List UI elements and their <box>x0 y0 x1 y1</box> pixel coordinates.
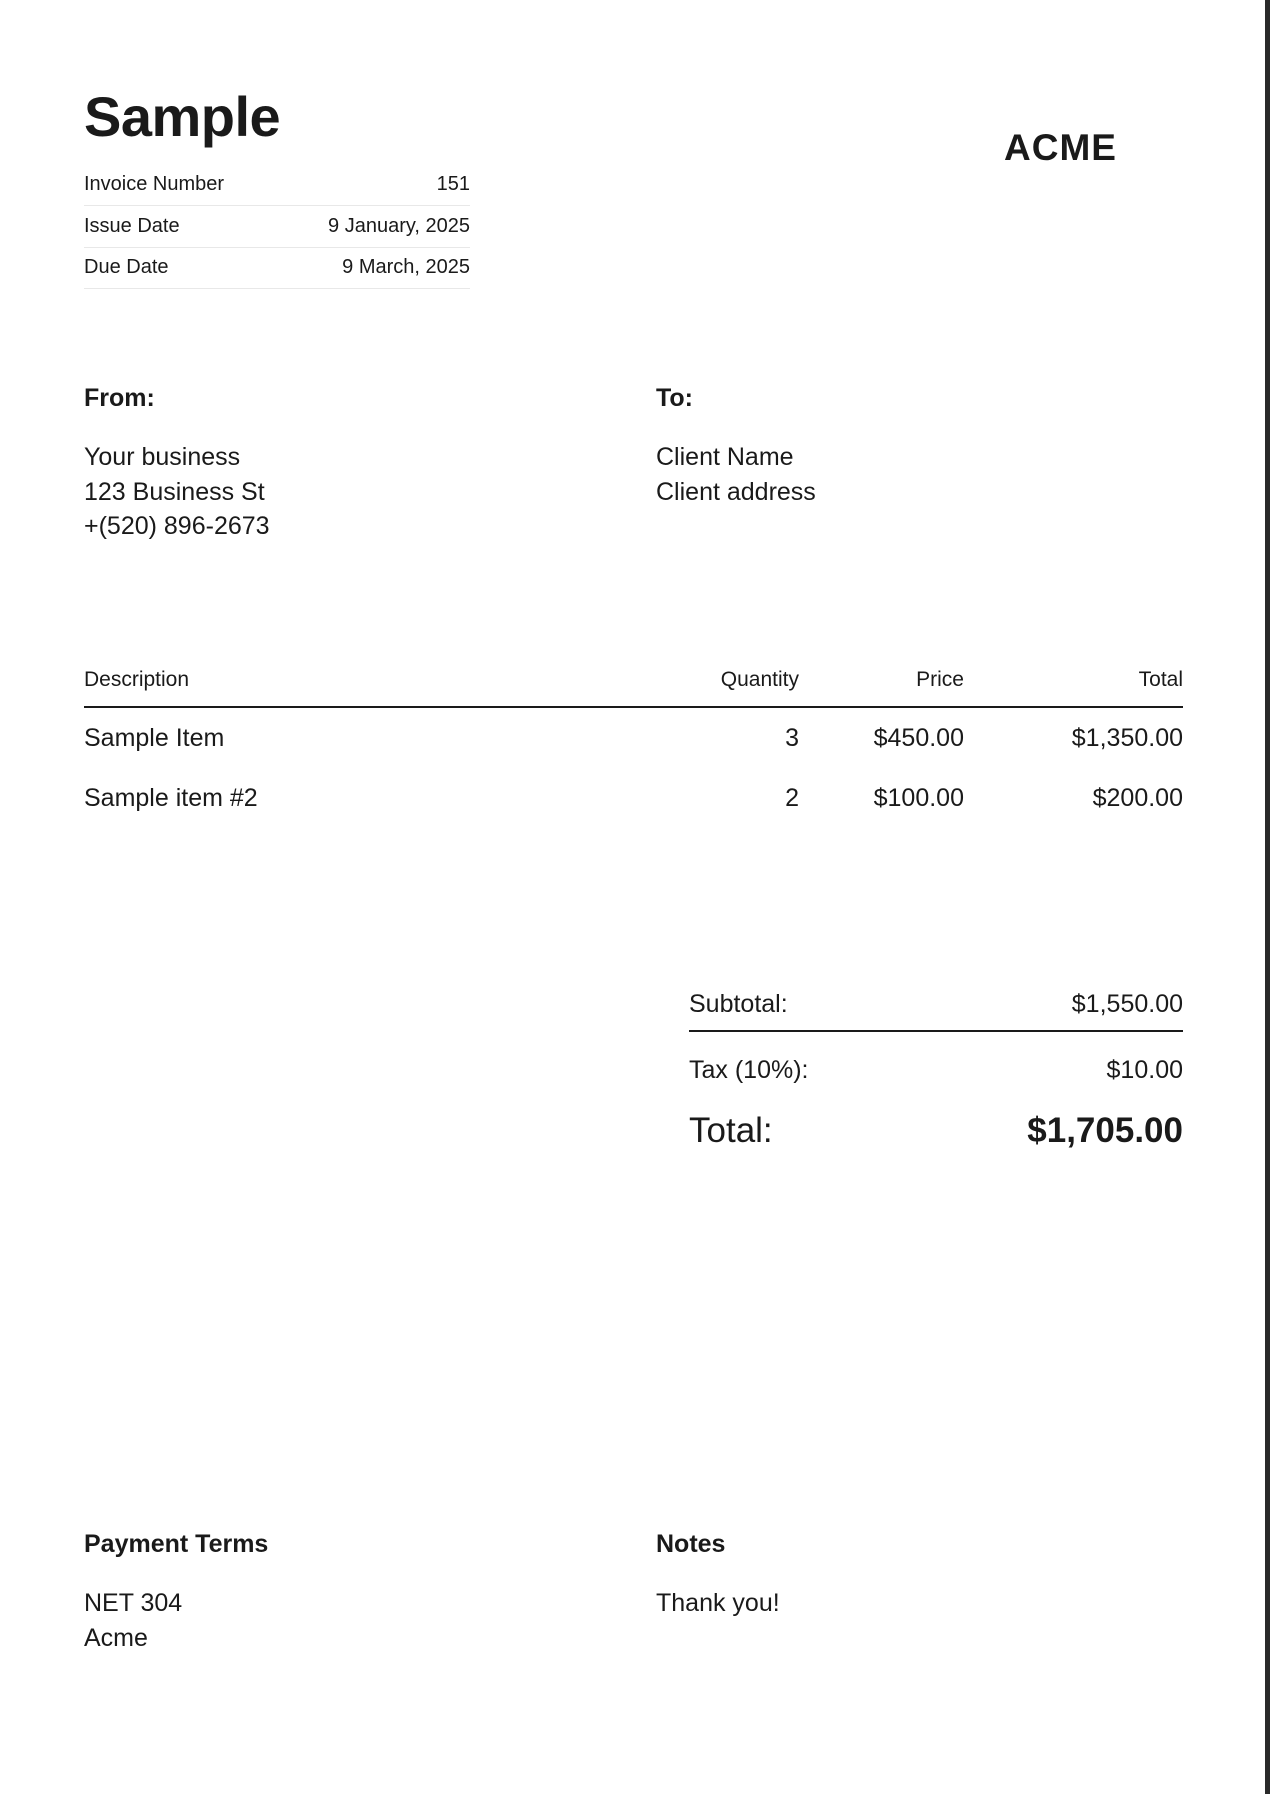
invoice-meta-table <box>84 166 470 291</box>
payment-terms-line: NET 304 <box>84 1589 183 1617</box>
to-client-name: Client Name <box>656 443 794 471</box>
header-price: Price <box>916 668 964 691</box>
item-quantity: 2 <box>785 783 799 812</box>
from-heading: From: <box>84 384 155 412</box>
meta-value: 9 January, 2025 <box>328 214 470 237</box>
meta-row-issue-date <box>84 208 470 248</box>
grand-total-row <box>689 1107 1183 1155</box>
header-quantity: Quantity <box>720 668 799 691</box>
header-total: Total <box>1138 668 1183 691</box>
payment-terms-section <box>84 1528 268 1656</box>
to-client-address: Client address <box>656 477 816 506</box>
item-description: Sample Item <box>84 723 225 752</box>
item-description: Sample item #2 <box>84 783 258 812</box>
total-value: $1,705.00 <box>1027 1111 1183 1150</box>
tax-label: Tax (10%): <box>689 1056 809 1084</box>
item-price: $100.00 <box>873 783 964 812</box>
header-description: Description <box>84 668 190 691</box>
subtotal-label: Subtotal: <box>689 990 788 1018</box>
page-edge-border <box>1265 0 1270 1794</box>
line-items-table <box>84 657 1183 828</box>
invoice-title: Sample <box>84 85 281 148</box>
notes-line: Thank you! <box>656 1589 780 1617</box>
meta-label: Due Date <box>84 256 169 278</box>
tax-value: $10.00 <box>1106 1056 1183 1084</box>
line-items-header <box>84 657 1183 708</box>
to-section <box>656 382 816 509</box>
from-section <box>84 382 270 544</box>
subtotal-row <box>689 984 1183 1032</box>
from-business-name: Your business <box>84 443 241 471</box>
meta-row-invoice-number <box>84 166 470 206</box>
meta-label: Invoice Number <box>84 173 225 195</box>
from-address: 123 Business St <box>84 477 265 506</box>
payment-terms-heading: Payment Terms <box>84 1530 269 1558</box>
meta-value: 9 March, 2025 <box>342 256 470 278</box>
table-row <box>84 708 1183 768</box>
company-logo: ACME <box>1004 127 1117 168</box>
item-total: $1,350.00 <box>1071 723 1183 752</box>
meta-value: 151 <box>436 173 470 195</box>
total-label: Total: <box>689 1111 773 1150</box>
subtotal-value: $1,550.00 <box>1071 990 1183 1018</box>
payment-terms-line: Acme <box>84 1624 148 1652</box>
table-row <box>84 768 1183 828</box>
from-phone: +(520) 896-2673 <box>84 512 270 540</box>
item-total: $200.00 <box>1092 783 1183 812</box>
item-quantity: 3 <box>785 723 799 752</box>
notes-section <box>656 1528 780 1621</box>
meta-row-due-date <box>84 249 470 289</box>
meta-label: Issue Date <box>84 214 180 237</box>
to-heading: To: <box>656 384 694 412</box>
notes-heading: Notes <box>656 1530 726 1558</box>
totals-section <box>689 984 1183 1155</box>
tax-row <box>689 1050 1183 1090</box>
item-price: $450.00 <box>873 723 964 752</box>
